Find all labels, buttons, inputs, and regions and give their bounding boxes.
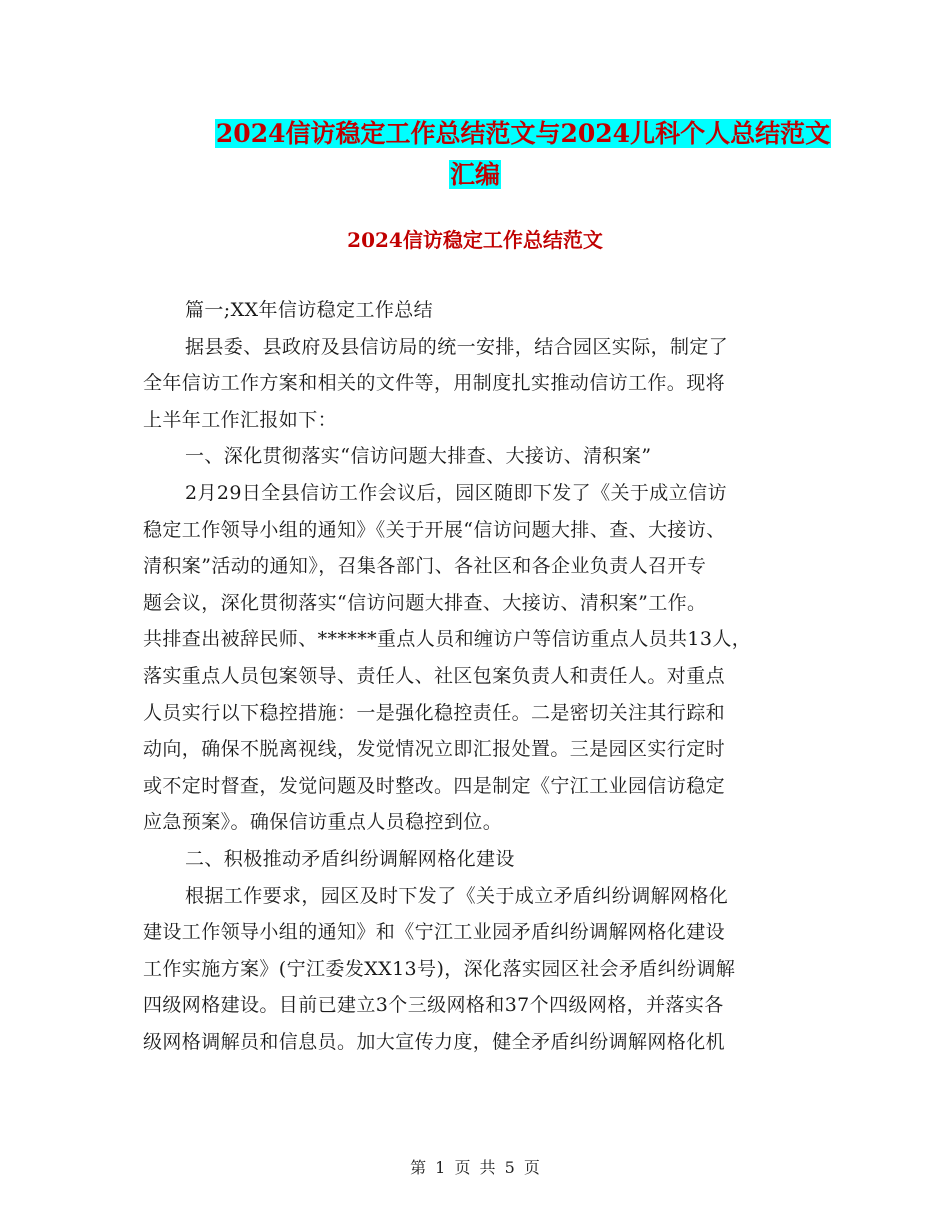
text-line: 工作实施方案》(宁江委发XX13号)，深化落实园区社会矛盾纠纷调解: [143, 957, 736, 980]
section-title: 2024信访稳定工作总结范文: [347, 228, 603, 252]
text-line: 建设工作领导小组的通知》和《宁江工业园矛盾纠纷调解网格化建设: [143, 921, 726, 944]
body-text: [143, 292, 803, 1060]
text-line: 动向，确保不脱离视线，发觉情况立即汇报处置。三是园区实行定时: [143, 738, 726, 761]
text-line: 应急预案》。确保信访重点人员稳控到位。: [143, 811, 503, 834]
document-title-text-cont: 汇编: [449, 160, 500, 189]
text-line: 2月29日全县信访工作会议后，园区随即下发了《关于成立信访: [185, 481, 727, 504]
text-line: 二、积极推动矛盾纠纷调解网格化建设: [185, 847, 515, 870]
text-line: 一、深化贯彻落实“信访问题大排查、大接访、清积案”: [185, 445, 652, 468]
text-line: 或不定时督查，发觉问题及时整改。四是制定《宁江工业园信访稳定: [143, 774, 726, 797]
text-line: 题会议，深化贯彻落实“信访问题大排查、大接访、清积案”工作。: [143, 591, 707, 614]
text-line: 级网格调解员和信息员。加大宣传力度，健全矛盾纠纷调解网格化机: [143, 1030, 726, 1053]
text-line: 上半年工作汇报如下：: [143, 408, 338, 431]
text-line: 落实重点人员包案领导、责任人、社区包案负责人和责任人。对重点: [143, 664, 726, 687]
text-line: 根据工作要求，园区及时下发了《关于成立矛盾纠纷调解网格化: [185, 884, 729, 907]
document-title-line-1: [48, 114, 950, 150]
text-line: 篇一;XX年信访稳定工作总结: [185, 299, 434, 321]
text-line: 四级网格建设。目前已建立3个三级网格和37个四级网格，并落实各: [143, 994, 724, 1017]
text-line: 据县委、县政府及县信访局的统一安排，结合园区实际，制定了: [185, 335, 729, 358]
document-title-line-2: [0, 155, 950, 191]
document-title-text: 2024信访稳定工作总结范文与2024儿科个人总结范文: [215, 119, 831, 148]
text-line: 稳定工作领导小组的通知》《关于开展“信访问题大排、查、大接访、: [143, 518, 726, 541]
text-line: 全年信访工作方案和相关的文件等，用制度扎实推动信访工作。现将: [143, 372, 726, 395]
text-line: 清积案”活动的通知》，召集各部门、各社区和各企业负责人召开专: [143, 555, 707, 578]
text-line: 共排查出被辞民师、******重点人员和缠访户等信访重点人员共13人，: [143, 628, 752, 651]
text-line: 人员实行以下稳控措施：一是强化稳控责任。二是密切关注其行踪和: [143, 701, 726, 724]
page-footer: 第 1 页 共 5 页: [410, 1158, 540, 1177]
